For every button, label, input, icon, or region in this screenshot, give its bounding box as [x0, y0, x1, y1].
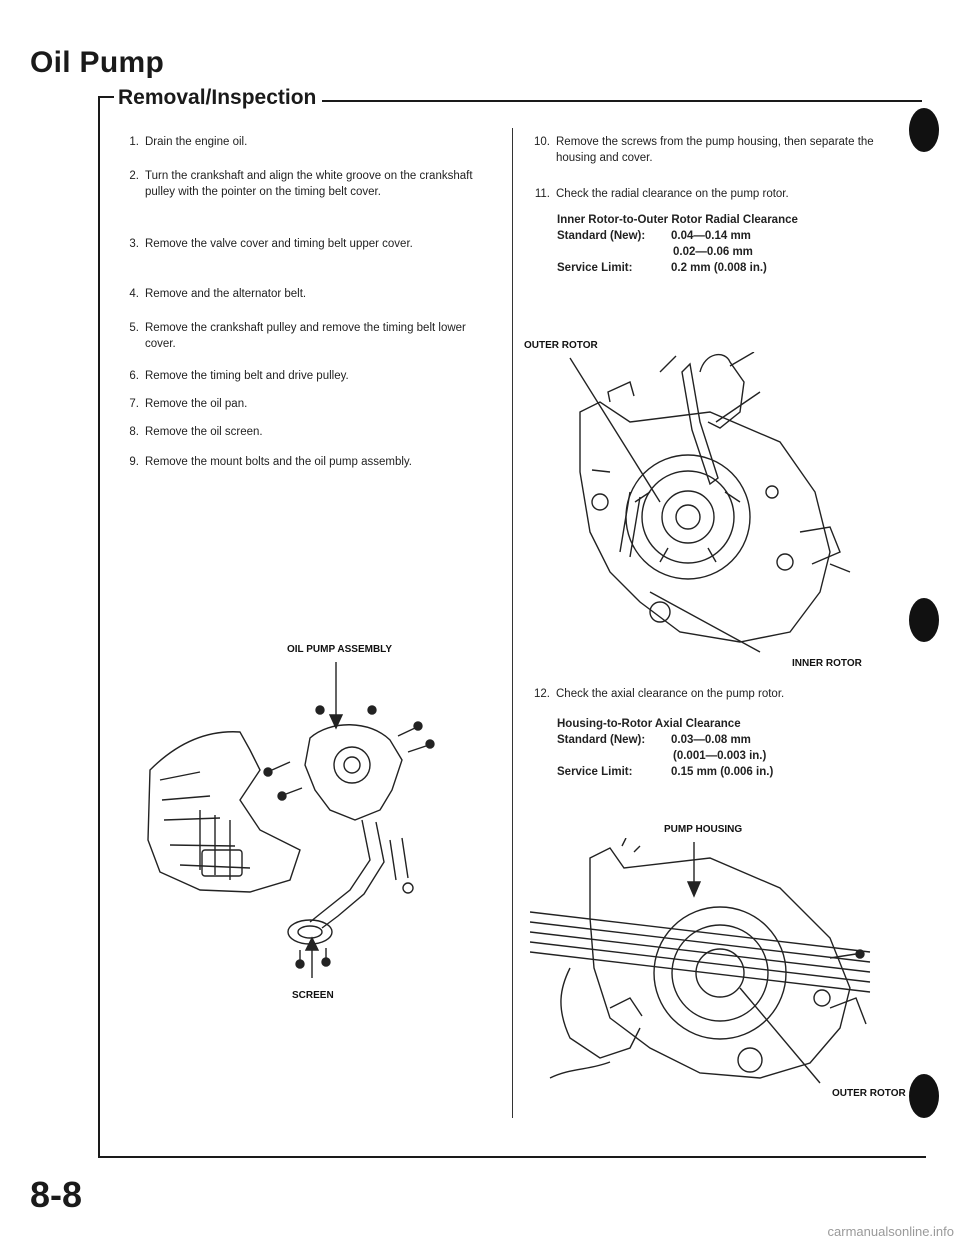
step-text: Remove the mount bolts and the oil pump assembly. [145, 456, 412, 468]
section-title: Removal/Inspection [118, 86, 317, 109]
edge-tab-mark-1 [909, 108, 939, 152]
axial-limit-label: Service Limit: [557, 766, 633, 778]
axial-clearance-illustration [530, 838, 880, 1098]
column-divider [512, 128, 513, 1118]
step-number: 4. [129, 288, 139, 300]
radial-limit-label: Service Limit: [557, 262, 633, 274]
axial-spec-limit-row [557, 764, 887, 780]
axial-std-label: Standard (New): [557, 734, 646, 746]
step-7 [129, 396, 480, 412]
callout-outer-rotor-bottom: OUTER ROTOR [832, 1088, 906, 1099]
step-number: 12. [534, 688, 550, 700]
radial-clearance-spec [557, 212, 887, 276]
step-8 [129, 424, 480, 440]
step-number: 10. [534, 136, 550, 148]
axial-spec-title: Housing-to-Rotor Axial Clearance [557, 718, 741, 730]
step-number: 5. [129, 322, 139, 334]
axial-std-value-1: 0.03—0.08 mm [671, 734, 751, 746]
step-text: Remove the timing belt and drive pulley. [145, 370, 349, 382]
step-12 [534, 686, 874, 702]
step-text: Drain the engine oil. [145, 136, 248, 148]
step-number: 7. [129, 398, 139, 410]
step-5 [129, 320, 480, 352]
axial-spec-standard-row-2 [557, 748, 887, 764]
page-frame-left [98, 123, 100, 1158]
step-text: Remove the screws from the pump housing, then separate the housing and cover. [556, 136, 874, 164]
step-3 [129, 236, 480, 252]
radial-std-value-2: 0.02—0.06 mm [673, 246, 753, 258]
step-number: 2. [129, 170, 139, 182]
step-text: Remove the valve cover and timing belt upper cover. [145, 238, 413, 250]
step-number: 3. [129, 238, 139, 250]
step-9 [129, 454, 480, 470]
axial-limit-value: 0.15 mm (0.006 in.) [671, 766, 774, 778]
watermark: carmanualsonline.info [827, 1224, 954, 1239]
radial-spec-limit-row [557, 260, 887, 276]
radial-clearance-illustration [540, 352, 880, 662]
step-11 [534, 186, 874, 202]
section-rule-top-left [98, 96, 114, 98]
callout-screen: SCREEN [292, 990, 334, 1001]
step-10 [534, 134, 874, 166]
radial-std-value-1: 0.04—0.14 mm [671, 230, 751, 242]
step-text: Remove the oil pan. [145, 398, 248, 410]
step-text: Check the radial clearance on the pump rotor. [556, 188, 789, 200]
step-number: 9. [129, 456, 139, 468]
step-number: 1. [129, 136, 139, 148]
axial-std-value-2: (0.001—0.003 in.) [673, 750, 767, 762]
step-text: Turn the crankshaft and align the white groove on the crankshaft pulley with the pointer on the timing belt cover. [145, 170, 473, 198]
axial-clearance-spec [557, 716, 887, 780]
step-6 [129, 368, 480, 384]
page-rule-bottom [98, 1156, 926, 1158]
radial-spec-title: Inner Rotor-to-Outer Rotor Radial Clearance [557, 214, 798, 226]
step-1 [129, 134, 480, 150]
callout-inner-rotor: INNER ROTOR [792, 658, 862, 669]
callout-pump-housing: PUMP HOUSING [664, 824, 743, 835]
step-text: Remove the crankshaft pulley and remove the timing belt lower cover. [145, 322, 466, 350]
step-number: 8. [129, 426, 139, 438]
step-number: 11. [534, 188, 550, 200]
step-text: Remove the oil screen. [145, 426, 263, 438]
axial-spec-standard-row [557, 732, 887, 748]
step-2 [129, 168, 480, 200]
edge-tab-mark-2 [909, 598, 939, 642]
page-number: 8-8 [30, 1174, 83, 1215]
callout-outer-rotor-top: OUTER ROTOR [524, 340, 598, 351]
step-4 [129, 286, 480, 302]
radial-limit-value: 0.2 mm (0.008 in.) [671, 262, 767, 274]
section-frame-left [98, 97, 100, 123]
oil-pump-assembly-illustration [140, 660, 470, 990]
section-rule-top [322, 100, 922, 102]
edge-tab-mark-3 [909, 1074, 939, 1118]
step-number: 6. [129, 370, 139, 382]
callout-oil-pump-assembly: OIL PUMP ASSEMBLY [287, 644, 393, 655]
radial-spec-standard-row-2 [557, 244, 887, 260]
radial-std-label: Standard (New): [557, 230, 646, 242]
step-text: Check the axial clearance on the pump rotor. [556, 688, 785, 700]
step-text: Remove and the alternator belt. [145, 288, 307, 300]
radial-spec-standard-row [557, 228, 887, 244]
page-title: Oil Pump [30, 46, 165, 79]
